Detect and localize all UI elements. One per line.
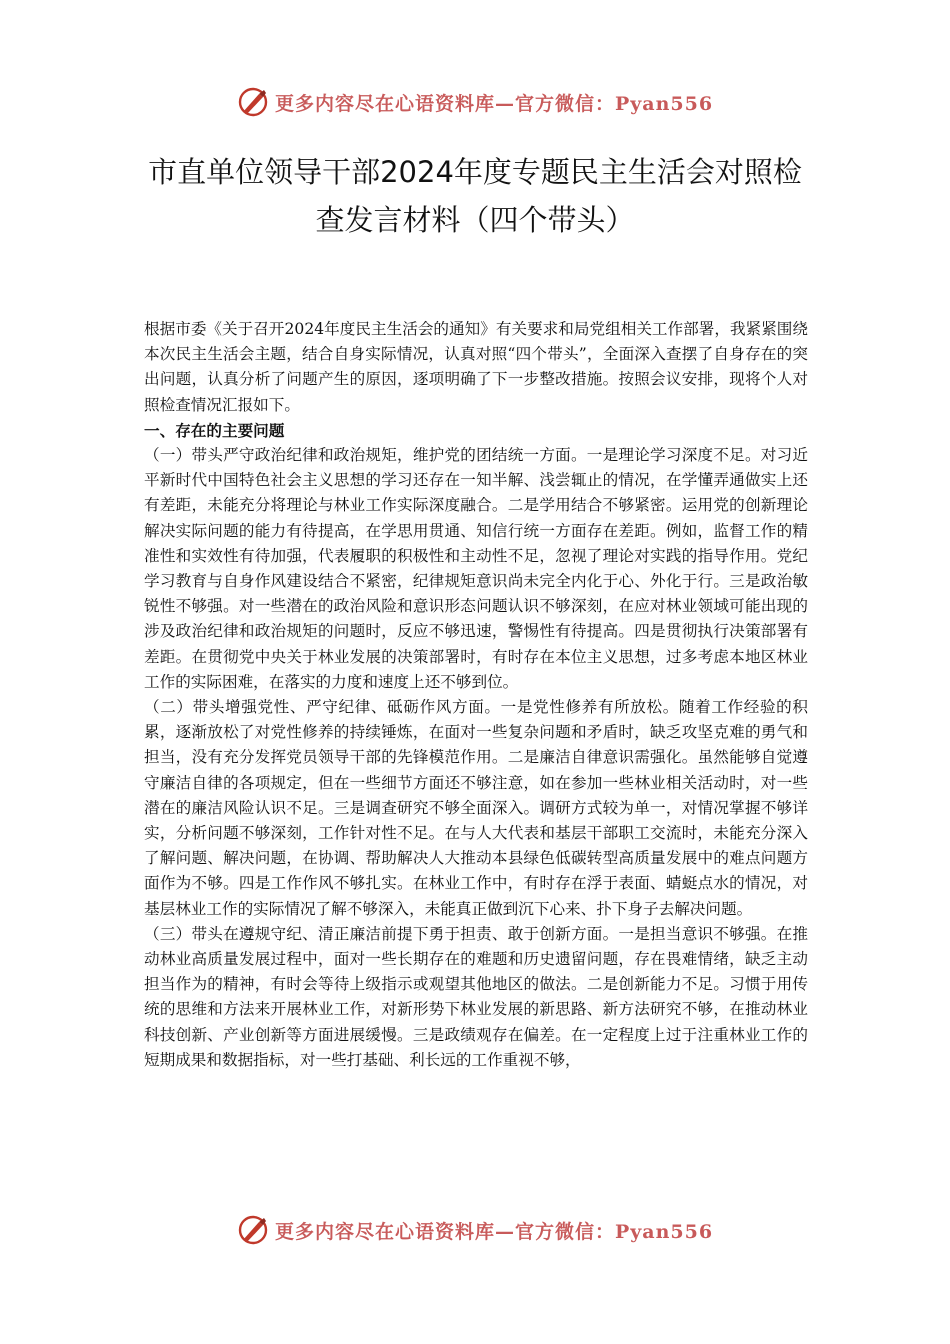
paragraph-1: （一）带头严守政治纪律和政治规矩，维护党的团结统一方面。一是理论学习深度不足。对习近平新时代中国特色社会主义思想的学习还存在一知半解、浅尝辄止的情况，在学懂弄通做实上还有差距，未能充分将理论与林业工作实际深度融合。二是学用结合不够紧密。运用党的创新理论解决实际问题的能力有待提高，在学思用贯通、知信行统一方面存在差距。例如，监督工作的精准性和实效性有待加强，代表履职的积极性和主动性不足，忽视了理论对实践的指导作用。党纪学习教育与自身作风建设结合不紧密，纪律规矩意识尚未完全内化于心、外化于行。三是政治敏锐性不够强。对一些潜在的政治风险和意识形态问题认识不够深刻，在应对林业领域可能出现的涉及政治纪律和政治规矩的问题时，反应不够迅速，警惕性有待提高。四是贯彻执行决策部署有差距。在贯彻党中央关于林业发展的决策部署时，有时存在本位主义思想，过多考虑本地区林业工作的实际困难，在落实的力度和速度上还不够到位。	[144, 446, 808, 691]
paragraph-3: （三）带头在遵规守纪、清正廉洁前提下勇于担责、敢于创新方面。一是担当意识不够强。在推动林业高质量发展过程中，面对一些长期存在的难题和历史遗留问题，存在畏难情绪，缺乏主动担当作为的精神，有时会等待上级指示或观望其他地区的做法。二是创新能力不足。习惯于用传统的思维和方法来开展林业工作，对新形势下林业发展的新思路、新方法研究不够，在推动林业科技创新、产业创新等方面进展缓慢。三是政绩观存在偏差。在一定程度上过于注重林业工作的短期成果和数据指标，对一些打基础、利长远的工作重视不够，	[144, 924, 808, 1069]
header-banner	[0, 82, 950, 122]
title-line-2: 查发言材料（四个带头）	[315, 203, 635, 237]
paragraph-2: （二）带头增强党性、严守纪律、砥砺作风方面。一是党性修养有所放松。随着工作经验的积累，逐渐放松了对党性修养的持续锤炼，在面对一些复杂问题和矛盾时，缺乏攻坚克难的勇气和担当，没有充分发挥党员领导干部的先锋模范作用。二是廉洁自律意识需强化。虽然能够自觉遵守廉洁自律的各项规定，但在一些细节方面还不够注意，如在参加一些林业相关活动时，对一些潜在的廉洁风险认识不足。三是调查研究不够全面深入。调研方式较为单一，对情况掌握不够详实，分析问题不够深刻，工作针对性不足。在与人大代表和基层干部职工交流时，未能充分深入了解问题、解决问题，在协调、帮助解决人大推动本县绿色低碳转型高质量发展中的难点问题方面作为不够。四是工作作风不够扎实。在林业工作中，有时存在浮于表面、蜻蜓点水的情况，对基层林业工作的实际情况了解不够深入，未能真正做到沉下心来、扑下身子去解决问题。	[144, 698, 808, 918]
banner-text: 更多内容尽在心语资料库—官方微信：Pyan556	[274, 1220, 714, 1243]
document-body	[144, 317, 808, 1073]
footer-banner	[0, 1210, 950, 1250]
title-line-1: 市直单位领导干部2024年度专题民主生活会对照检	[148, 155, 802, 189]
intro-paragraph: 根据市委《关于召开2024年度民主生活会的通知》有关要求和局党组相关工作部署，我紧紧围绕本次民主生活会主题，结合自身实际情况，认真对照“四个带头”，全面深入查摆了自身存在的突出问题，认真分析了问题产生的原因，逐项明确了下一步整改措施。按照会议安排，现将个人对照检查情况汇报如下。	[144, 320, 808, 414]
pen-logo-icon	[237, 1214, 269, 1246]
banner-text: 更多内容尽在心语资料库—官方微信：Pyan556	[274, 92, 714, 115]
section-heading: 一、存在的主要问题	[144, 420, 285, 440]
pen-logo-icon	[237, 86, 269, 118]
document-title	[90, 148, 860, 244]
